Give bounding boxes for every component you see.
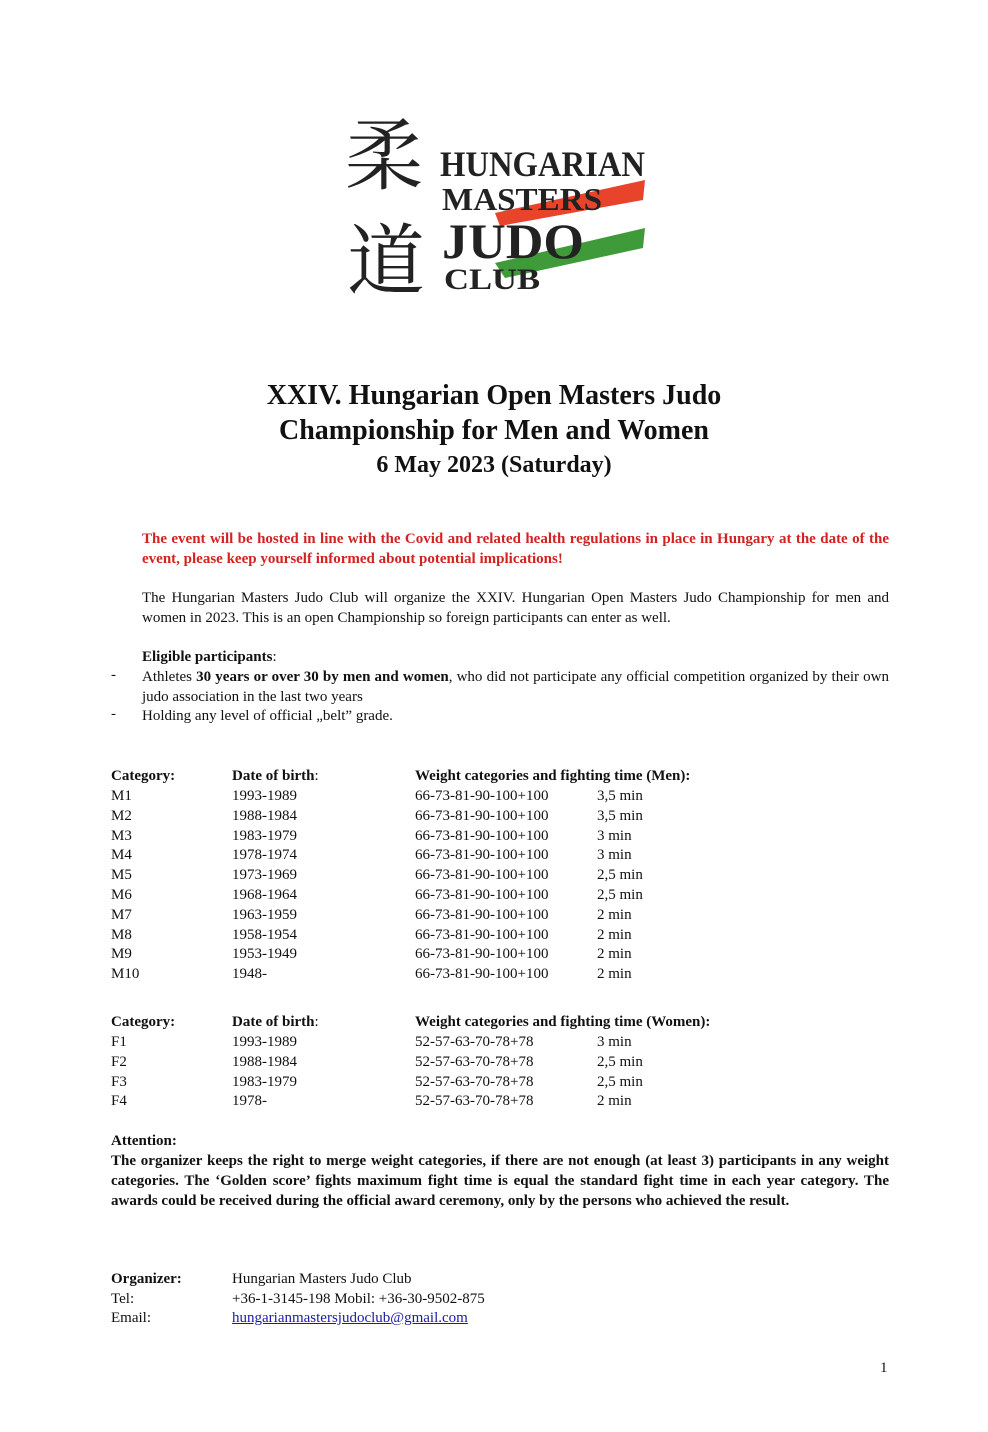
- men-cell-dob: 1983-1979: [232, 827, 297, 844]
- men-cell-time: 3 min: [597, 827, 632, 844]
- title-line-1: XXIV. Hungarian Open Masters Judo: [266, 380, 722, 411]
- men-cell-category: M2: [111, 807, 132, 824]
- men-cell-category: M1: [111, 788, 132, 804]
- women-cell-weights: 52-57-63-70-78+78: [415, 1093, 534, 1110]
- men-cell-dob: 1958-1954: [232, 926, 297, 943]
- email-label: Email:: [111, 1310, 151, 1326]
- women-cell-category: F2: [111, 1053, 127, 1070]
- covid-notice: The event will be hosted in line with the Covid and related health regulations in place in Hungary at the date of the event, please keep yourself informed about potential implications!: [142, 531, 889, 567]
- men-cell-category: M7: [111, 906, 132, 923]
- women-cell-dob: 1978-: [232, 1093, 267, 1110]
- eligible-item-1: [142, 667, 889, 707]
- tel-value: +36-1-3145-198 Mobil: +36-30-9502-875: [232, 1291, 485, 1307]
- men-cell-time: 2,5 min: [597, 887, 643, 903]
- men-cell-dob: 1968-1964: [232, 887, 297, 903]
- women-cell-weights: 52-57-63-70-78+78: [415, 1073, 534, 1090]
- men-cell-dob: 1963-1959: [232, 906, 297, 923]
- women-cell-time: 2 min: [597, 1093, 632, 1110]
- organizer-label: Organizer:: [111, 1271, 182, 1287]
- bullet-dash-1: -: [111, 667, 116, 683]
- attention-heading: Attention:: [111, 1133, 177, 1149]
- men-header-weights: Weight categories and fighting time (Men):: [415, 768, 691, 784]
- men-cell-weights: 66-73-81-90-100+100: [415, 827, 549, 844]
- women-header-dob-colon: :: [314, 1014, 319, 1030]
- logo-kanji-ju: 柔: [345, 112, 424, 202]
- women-cell-category: F4: [111, 1093, 127, 1110]
- men-cell-dob: 1948-: [232, 966, 267, 983]
- women-cell-time: 3 min: [597, 1034, 632, 1050]
- men-cell-dob: 1973-1969: [232, 867, 297, 884]
- men-cell-weights: 66-73-81-90-100+100: [415, 946, 549, 963]
- men-cell-time: 2 min: [597, 946, 632, 963]
- logo-text-judo: JUDO: [442, 213, 584, 269]
- men-cell-dob: 1988-1984: [232, 807, 297, 824]
- logo-graphic: [345, 88, 650, 303]
- women-header-weights: Weight categories and fighting time (Women):: [415, 1014, 711, 1030]
- men-cell-category: M6: [111, 887, 132, 903]
- eligible-item-2: Holding any level of official „belt” grade.: [142, 708, 393, 724]
- organizer-value: Hungarian Masters Judo Club: [232, 1271, 412, 1287]
- event-date: 6 May 2023 (Saturday): [376, 452, 612, 478]
- men-header-dob: [232, 766, 319, 786]
- men-cell-weights: 66-73-81-90-100+100: [415, 867, 549, 884]
- women-cell-dob: 1988-1984: [232, 1053, 297, 1070]
- eligible-item-1-pre: Athletes: [142, 669, 197, 685]
- men-cell-weights: 66-73-81-90-100+100: [415, 966, 549, 983]
- logo-text-club: CLUB: [444, 263, 540, 296]
- men-cell-weights: 66-73-81-90-100+100: [415, 906, 549, 923]
- eligible-item-1-post: , who did not participate any official competition organized by their own judo association in the last two years: [142, 669, 889, 705]
- women-cell-dob: 1983-1979: [232, 1073, 297, 1090]
- men-cell-time: 3 min: [597, 847, 632, 864]
- men-cell-time: 2 min: [597, 966, 632, 983]
- men-cell-dob: 1993-1989: [232, 788, 297, 804]
- page-number: 1: [880, 1360, 888, 1376]
- men-cell-category: M8: [111, 926, 132, 943]
- men-header-dob-colon: :: [314, 768, 319, 784]
- men-header-category: Category:: [111, 768, 176, 784]
- intro-paragraph: The Hungarian Masters Judo Club will organize the XXIV. Hungarian Open Masters Judo Championship for men and women in 2023. This is an open Championship so foreign participants can enter as well.: [142, 590, 889, 626]
- eligible-heading-colon: :: [272, 649, 277, 665]
- eligible-heading: [142, 647, 889, 667]
- tel-label: Tel:: [111, 1291, 135, 1307]
- men-cell-weights: 66-73-81-90-100+100: [415, 847, 549, 864]
- men-cell-weights: 66-73-81-90-100+100: [415, 788, 549, 804]
- eligible-heading-text: Eligible participants: [142, 649, 273, 665]
- women-cell-weights: 52-57-63-70-78+78: [415, 1053, 534, 1070]
- men-cell-dob: 1953-1949: [232, 946, 297, 963]
- attention-body: The organizer keeps the right to merge weight categories, if there are not enough (at least 3) participants in any weight categories. The ‘Golden score’ fights maximum fight time is equal the standard fight time in each year category. The awards could be received during the official award ceremony, only by the persons who achieved the result.: [111, 1153, 889, 1209]
- men-cell-time: 3,5 min: [597, 807, 643, 824]
- women-cell-category: F1: [111, 1034, 127, 1050]
- logo-text-hungarian: HUNGARIAN: [440, 144, 645, 184]
- men-header-dob-text: Date of birth: [232, 768, 315, 784]
- women-cell-time: 2,5 min: [597, 1073, 643, 1090]
- men-cell-time: 2,5 min: [597, 867, 643, 884]
- men-cell-weights: 66-73-81-90-100+100: [415, 926, 549, 943]
- men-cell-category: M5: [111, 867, 132, 884]
- bullet-dash-2: -: [111, 706, 116, 722]
- logo-kanji-do: 道: [347, 217, 426, 303]
- women-header-dob: [232, 1012, 319, 1032]
- eligible-item-1-bold: 30 years or over 30 by men and women: [196, 669, 449, 685]
- women-header-category: Category:: [111, 1014, 176, 1030]
- men-cell-time: 3,5 min: [597, 788, 643, 804]
- club-logo: [345, 88, 650, 303]
- men-cell-category: M3: [111, 827, 132, 844]
- men-cell-dob: 1978-1974: [232, 847, 297, 864]
- email-link[interactable]: hungarianmastersjudoclub@gmail.com: [232, 1310, 468, 1326]
- men-cell-category: M9: [111, 946, 132, 963]
- women-cell-dob: 1993-1989: [232, 1034, 297, 1050]
- men-cell-weights: 66-73-81-90-100+100: [415, 807, 549, 824]
- men-cell-time: 2 min: [597, 906, 632, 923]
- men-cell-category: M10: [111, 966, 140, 983]
- women-header-dob-text: Date of birth: [232, 1014, 315, 1030]
- women-cell-weights: 52-57-63-70-78+78: [415, 1034, 534, 1050]
- men-cell-weights: 66-73-81-90-100+100: [415, 887, 549, 903]
- women-cell-time: 2,5 min: [597, 1053, 643, 1070]
- logo-text-masters: MASTERS: [442, 181, 602, 217]
- title-line-2: Championship for Men and Women: [279, 415, 709, 446]
- men-cell-category: M4: [111, 847, 132, 864]
- women-cell-category: F3: [111, 1073, 127, 1090]
- men-cell-time: 2 min: [597, 926, 632, 943]
